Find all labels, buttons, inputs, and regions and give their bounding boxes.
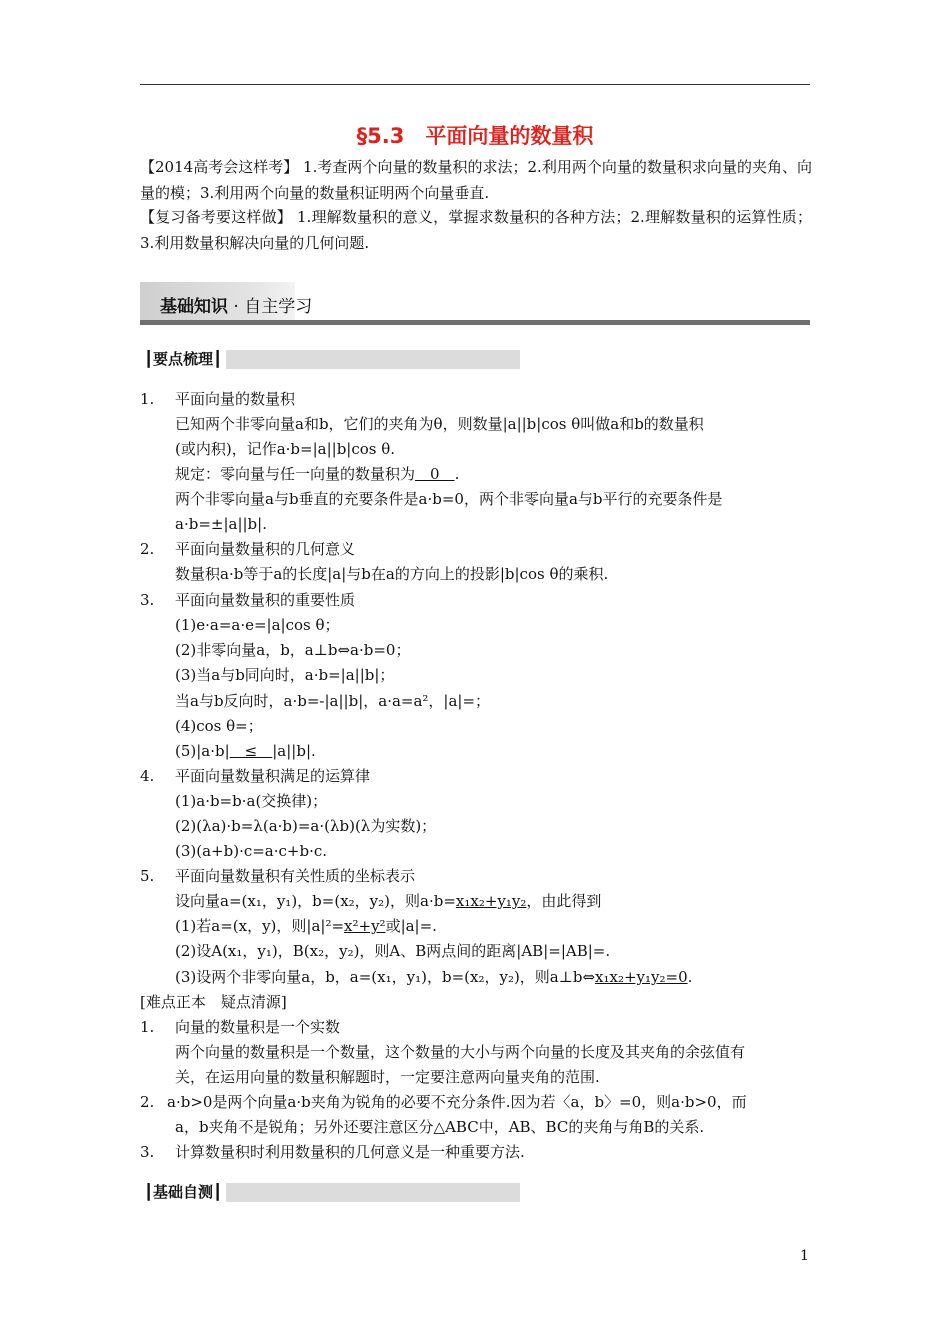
s3-l6-end: |a||b|. <box>272 742 316 760</box>
difficulty-line: 关，在运用向量的数量积解题时，一定要注意两向量夹角的范围. <box>175 1068 600 1086</box>
s4-line: (1)a·b=b·a(交换律)； <box>175 792 328 810</box>
item-heading: 平面向量数量积满足的运算律 <box>175 767 371 785</box>
s5-l2-end: 或|a|=. <box>385 917 437 935</box>
item-number: 3. <box>140 1143 155 1161</box>
banner-bar <box>140 320 810 325</box>
item-number: 2. <box>140 1093 155 1111</box>
s5-l4-end: . <box>687 968 693 986</box>
s1-line: 两个非零向量a与b垂直的充要条件是a·b=0，两个非零向量a与b平行的充要条件是 <box>175 490 723 508</box>
item-number: 1. <box>140 390 155 408</box>
item-heading: 平面向量数量积的几何意义 <box>175 540 356 558</box>
s4-line: (2)(λa)·b=λ(a·b)=a·(λb)(λ为实数)； <box>175 817 437 835</box>
s3-line: (3)当a与b同向时，a·b=|a||b|； <box>175 666 395 684</box>
s3-line: (2)非零向量a，b，a⊥b⇔a·b=0； <box>175 641 411 659</box>
s1-line: (或内积)，记作a·b=|a||b|cos θ. <box>175 440 396 458</box>
item-number: 5. <box>140 867 155 885</box>
intro-review-advice: 【复习备考要这样做】 1.理解数量积的意义，掌握求数量积的各种方法；2.理解数量积的运算性质；3.利用数量积解决向量的几何问题. <box>140 208 812 252</box>
item-heading: 平面向量数量积有关性质的坐标表示 <box>175 867 416 885</box>
s3-line: (1)e·a=a·e=|a|cos θ； <box>175 616 340 634</box>
difficulty-line: a，b夹角不是锐角；另外还要注意区分△ABC中，AB、BC的夹角与角B的关系. <box>175 1118 705 1136</box>
banner-rest: 自主学习 <box>244 297 313 317</box>
item-heading: 平面向量的数量积 <box>175 390 296 408</box>
banner-strong: 基础知识 <box>160 297 228 317</box>
self-test-bar <box>140 1183 520 1202</box>
key-points-bar <box>140 350 520 369</box>
s5-line <box>175 888 601 914</box>
page-number: 1 <box>800 1248 809 1264</box>
banner-text <box>160 292 312 317</box>
key-points-label: ┃要点梳理┃ <box>140 350 226 369</box>
s5-l2-start: (1)若a=(x，y)，则|a|²= <box>175 917 345 935</box>
item-heading: 平面向量数量积的重要性质 <box>175 591 356 609</box>
intro-exam-focus: 【2014高考会这样考】 1.考查两个向量的数量积的求法；2.利用两个向量的数量积求向量的夹角、向量的模；3.利用两个向量的数量积证明两个向量垂直. <box>140 158 812 202</box>
s5-line <box>175 964 692 990</box>
difficulty-point-heading: 向量的数量积是一个实数 <box>175 1018 341 1036</box>
difficulty-line: 两个向量的数量积是一个数量，这个数量的大小与两个向量的长度及其夹角的余弦值有 <box>175 1043 746 1061</box>
s5-line: (2)设A(x₁，y₁)，B(x₂，y₂)，则A、B两点间的距离|AB|=|AB|=. <box>175 942 611 960</box>
difficulty-heading: [难点正本 疑点清源] <box>140 993 287 1011</box>
self-test-label: ┃基础自测┃ <box>140 1183 226 1202</box>
s2-line: 数量积a·b等于a的长度|a|与b在a的方向上的投影|b|cos θ的乘积. <box>175 565 609 583</box>
blank-answer: x₁x₂+y₁y₂=0 <box>595 968 688 986</box>
item-number: 1. <box>140 1018 155 1036</box>
header-rule <box>140 84 810 85</box>
s1-rule <box>175 461 459 487</box>
s1-rule-text: 规定：零向量与任一向量的数量积为 <box>175 465 416 483</box>
blank-answer: x²+y² <box>344 917 386 935</box>
s5-l4-start: (3)设两个非零向量a，b，a=(x₁，y₁)，b=(x₂，y₂)，则a⊥b⇔ <box>175 968 596 986</box>
blank-answer: x₁x₂+y₁y₂ <box>455 892 527 910</box>
item-number: 3. <box>140 591 155 609</box>
page-title: §5.3 平面向量的数量积 <box>356 124 594 148</box>
banner-dot: · <box>233 297 239 317</box>
s3-l6-start: (5)|a·b| <box>175 742 230 760</box>
section-banner <box>140 282 810 324</box>
blank-answer: ≤ <box>229 742 273 760</box>
s3-line <box>175 738 316 764</box>
item-number: 2. <box>140 540 155 558</box>
difficulty-point-heading: 计算数量积时利用数量积的几何意义是一种重要方法. <box>175 1143 525 1161</box>
difficulty-line: a·b>0是两个向量a·b夹角为锐角的必要不充分条件.因为若〈a，b〉=0，则a·b>0，而 <box>167 1093 747 1111</box>
s5-line <box>175 913 437 939</box>
blank-answer: 0 <box>415 465 455 483</box>
s5-l1-start: 设向量a=(x₁，y₁)，b=(x₂，y₂)，则a·b= <box>175 892 456 910</box>
s4-line: (3)(a+b)·c=a·c+b·c. <box>175 842 328 860</box>
s1-line: a·b=±|a||b|. <box>175 515 267 533</box>
item-number: 4. <box>140 767 155 785</box>
s1-rule-end: . <box>454 465 460 483</box>
s5-l1-end: ，由此得到 <box>526 892 602 910</box>
s3-line: (4)cos θ=； <box>175 717 263 735</box>
s1-line: 已知两个非零向量a和b，它们的夹角为θ，则数量|a||b|cos θ叫做a和b的数量积 <box>175 415 704 433</box>
s3-line: 当a与b反向时，a·b=-|a||b|，a·a=a²，|a|=； <box>175 692 491 710</box>
